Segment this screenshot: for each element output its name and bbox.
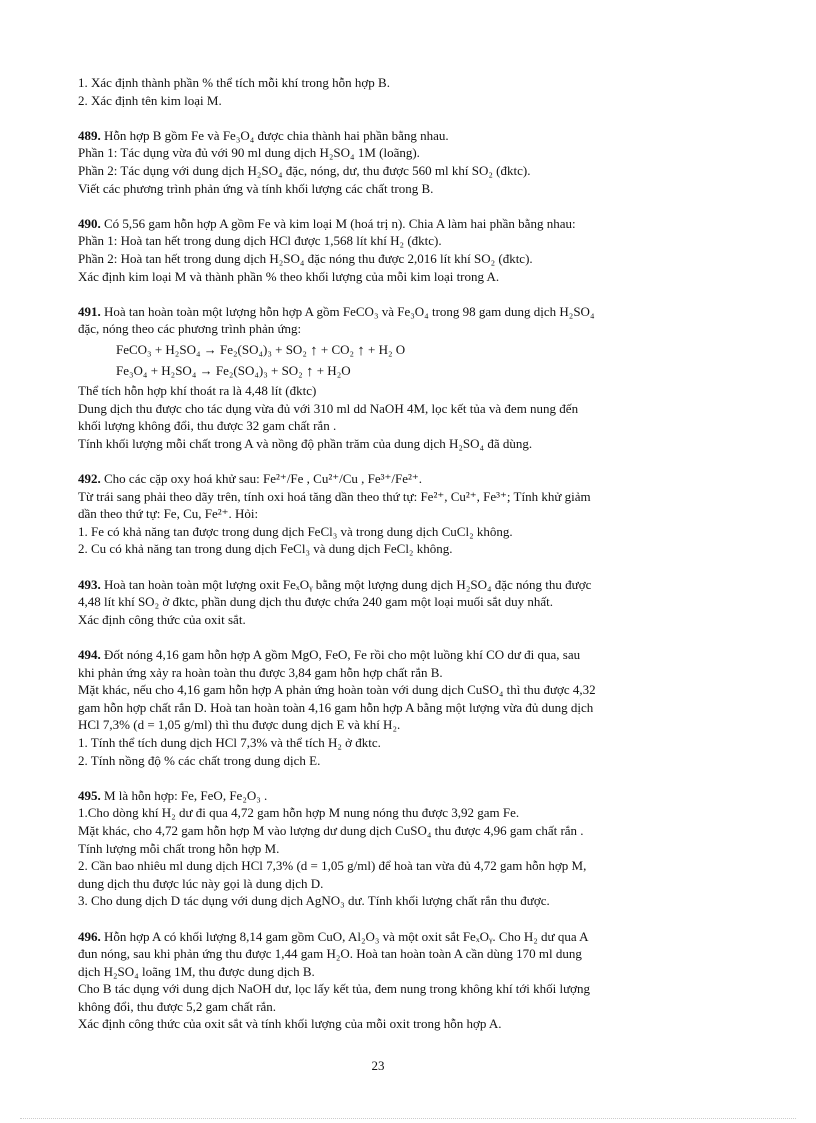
reaction-arrow-icon: → (203, 341, 217, 357)
paragraph-gap (78, 109, 682, 127)
text-line: 1. Xác định thành phần % thể tích mỗi khí trong hỗn hợp B. (78, 75, 390, 90)
text-line: 3. Cho dung dịch D tác dụng với dung dịch AgNO₃ dư. Tính khối lượng chất rắn thu được. (78, 893, 550, 909)
equation-term: Fe₂(SO₄)₃ + SO₂ (220, 341, 307, 357)
equation-term: Fe₂(SO₄)₃ + SO₂ (215, 362, 303, 378)
text-line: 4,48 lít khí SO₂ ở đktc, phần dung dịch thu được chứa 240 gam một loại muối sắt duy nhất. (78, 594, 554, 610)
text-line: Phần 1: Tác dụng vừa đủ với 90 ml dung dịch H₂SO₄ 1M (loãng). (78, 145, 420, 161)
text-line: dung dịch thu được lúc này gọi là dung dịch D. (78, 875, 324, 891)
equation-term: + CO₂ (320, 341, 355, 357)
equation-term: + H₂ O (368, 341, 406, 357)
text-line: Xác định công thức của oxit sắt. (78, 611, 246, 627)
text-line: khi phản ứng xảy ra hoàn toàn thu được 3,84 gam hỗn hợp chất rắn B. (78, 664, 443, 680)
paragraph-gap (78, 452, 682, 470)
problem-heading (78, 787, 682, 805)
equation-term: Fe₃O₄ + H₂SO₄ (116, 362, 197, 378)
text-line: gam hỗn hợp chất rắn D. Hoà tan hoàn toàn 4,16 gam hỗn hợp A bằng một lượng vừa đủ dung dịch (78, 699, 594, 715)
problem-text: Hỗn hợp B gồm Fe và Fe₃O₄ được chia thành hai phần bằng nhau. (100, 127, 449, 143)
text-line: 1.Cho dòng khí H₂ dư đi qua 4,72 gam hỗn hợp M nung nóng thu được 3,92 gam Fe. (78, 805, 520, 821)
problem-heading (78, 215, 682, 233)
text-line: khối lượng không đổi, thu được 32 gam chất rắn . (78, 418, 337, 434)
paragraph-gap (78, 628, 682, 646)
text-line: Dung dịch thu được cho tác dụng vừa đủ với 310 ml dd NaOH 4M, lọc kết tủa và đem nung đến (78, 400, 579, 416)
text-line: Phần 1: Hoà tan hết trong dung dịch HCl được 1,568 lít khí H₂ (đktc). (78, 233, 442, 249)
problem-heading (78, 646, 682, 664)
problem-heading (78, 470, 682, 488)
problem-number: 490. (78, 215, 101, 231)
problem-text: Đốt nóng 4,16 gam hỗn hợp A gồm MgO, FeO, Fe rồi cho một luồng khí CO dư đi qua, sau (100, 647, 581, 662)
problem-number: 489. (78, 127, 101, 143)
problem-number: 493. (78, 576, 101, 592)
problem-heading (78, 928, 682, 946)
text-line: đặc, nóng theo các phương trình phản ứng: (78, 321, 302, 337)
text-line: Phần 2: Tác dụng với dung dịch H₂SO₄ đặc, nóng, dư, thu được 560 ml khí SO₂ (đktc). (78, 162, 531, 178)
text-line: Xác định kim loại M và thành phần % theo khối lượng của mỗi kim loại trong A. (78, 268, 500, 284)
text-line: Cho B tác dụng với dung dịch NaOH dư, lọc lấy kết tủa, đem nung trong không khí tới khối lượng (78, 981, 591, 997)
text-line: Xác định công thức của oxit sắt và tính khối lượng của mỗi oxit trong hỗn hợp A. (78, 1016, 502, 1032)
equation-1 (78, 341, 682, 359)
text-line: dịch H₂SO₄ loãng 1M, thu được dung dịch B. (78, 963, 315, 979)
up-arrow-icon: ↑ (310, 342, 318, 359)
text-line: 1. Tính thể tích dung dịch HCl 7,3% và thể tích H₂ ở đktc. (78, 734, 381, 750)
problem-number: 491. (78, 303, 101, 319)
problem-text: Có 5,56 gam hỗn hợp A gồm Fe và kim loại M (hoá trị n). Chia A làm hai phần bằng nhau: (100, 215, 576, 231)
up-arrow-icon: ↑ (305, 363, 314, 380)
text-line: Từ trái sang phải theo dãy trên, tính oxi hoá tăng dần theo thứ tự: Fe²⁺, Cu²⁺, Fe³⁺; Tính khử giảm (78, 488, 591, 504)
text-line: dần theo thứ tự: Fe, Cu, Fe²⁺. Hỏi: (78, 506, 259, 522)
problem-heading (78, 303, 682, 321)
equation-term: + H₂O (316, 362, 351, 378)
problem-heading (78, 127, 682, 145)
paragraph-gap (78, 197, 682, 215)
text-line: Mặt khác, cho 4,72 gam hỗn hợp M vào lượng dư dung dịch CuSO₄ thu được 4,96 gam chất rắn . (78, 822, 584, 838)
text-line: 2. Cu có khả năng tan trong dung dịch FeCl₃ và dung dịch FeCl₂ không. (78, 541, 453, 557)
equation-2 (78, 362, 682, 380)
text-line: Phần 2: Hoà tan hết trong dung dịch H₂SO₄ đặc nóng thu được 2,016 lít khí SO₂ (đktc). (78, 250, 533, 266)
page-number: 23 (371, 1058, 385, 1073)
problem-number: 494. (78, 647, 101, 662)
text-line: 1. Fe có khả năng tan được trong dung dịch FeCl₃ và trong dung dịch CuCl₂ không. (78, 523, 513, 539)
problem-text: Hỗn hợp A có khối lượng 8,14 gam gồm CuO, Al₂O₃ và một oxit sắt FeₓOᵧ. Cho H₂ dư qua A (100, 928, 589, 944)
text-line: Tính lượng mỗi chất trong hỗn hợp M. (78, 840, 280, 856)
problem-text: Cho các cặp oxy hoá khử sau: Fe²⁺/Fe , Cu²⁺/Cu , Fe³⁺/Fe²⁺. (100, 471, 422, 487)
paragraph-gap (78, 910, 682, 928)
paragraph-gap (78, 769, 682, 787)
equation-term: FeCO₃ + H₂SO₄ (116, 341, 201, 357)
footer-divider (20, 1118, 796, 1119)
text-line: 2. Xác định tên kim loại M. (78, 92, 222, 108)
problem-heading (78, 576, 682, 594)
text-line: Mặt khác, nếu cho 4,16 gam hỗn hợp A phản ứng hoàn toàn với dung dịch CuSO₄ thì thu được 4,32 (78, 682, 596, 698)
problem-number: 495. (78, 787, 101, 803)
text-line: Tính khối lượng mỗi chất trong A và nồng độ phần trăm của dung dịch H₂SO₄ đã dùng. (78, 435, 533, 451)
text-line: HCl 7,3% (d = 1,05 g/ml) thì thu được dung dịch E và khí H₂. (78, 717, 401, 733)
reaction-arrow-icon: → (199, 362, 213, 378)
text-line: không đổi, thu được 5,2 gam chất rắn. (78, 998, 277, 1014)
problem-number: 496. (78, 928, 101, 944)
text-line: Viết các phương trình phản ứng và tính khối lượng các chất trong B. (78, 180, 434, 196)
text-line: 2. Cần bao nhiêu ml dung dịch HCl 7,3% (d = 1,05 g/ml) để hoà tan vừa đủ 4,72 gam hỗn hợp M, (78, 858, 587, 874)
problem-text: M là hỗn hợp: Fe, FeO, Fe₂O₃ . (100, 787, 268, 803)
problem-text: Hoà tan hoàn toàn một lượng hỗn hợp A gồm FeCO₃ và Fe₃O₄ trong 98 gam dung dịch H₂SO₄ (100, 303, 595, 319)
text-line: Thể tích hỗn hợp khí thoát ra là 4,48 lít (đktc) (78, 383, 317, 399)
paragraph-gap (78, 558, 682, 576)
document-body (78, 74, 682, 1033)
text-line: 2. Tính nồng độ % các chất trong dung dịch E. (78, 752, 321, 768)
paragraph-gap (78, 285, 682, 303)
up-arrow-icon: ↑ (357, 342, 365, 359)
problem-text: Hoà tan hoàn toàn một lượng oxit FeₓOᵧ bằng một lượng dung dịch H₂SO₄ đặc nóng thu được (100, 576, 592, 592)
text-line: đun nóng, sau khi phản ứng thu được 1,44 gam H₂O. Hoà tan hoàn toàn A cần dùng 170 ml dung (78, 946, 582, 962)
problem-number: 492. (78, 471, 101, 487)
